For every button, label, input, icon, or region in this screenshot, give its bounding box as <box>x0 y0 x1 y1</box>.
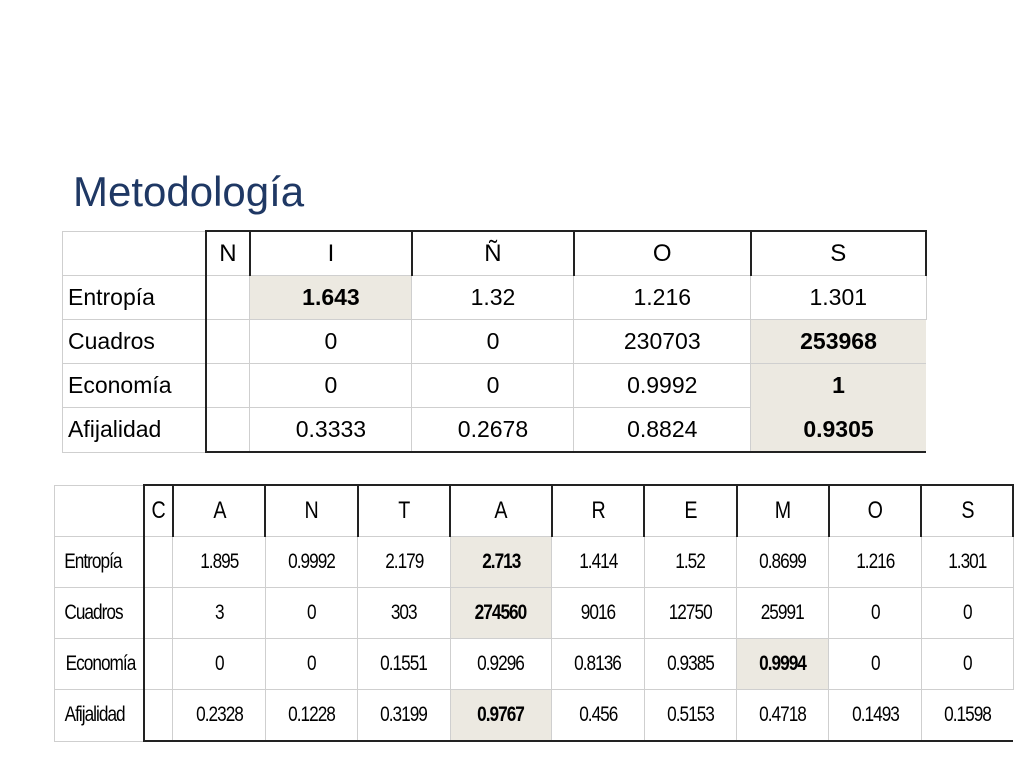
cell-text: 0 <box>214 652 224 675</box>
row-label-text: Cuadros <box>64 601 123 624</box>
cell-text: 274560 <box>475 601 527 624</box>
column-header-text: A <box>212 497 226 524</box>
table-row <box>63 276 927 320</box>
table-cell <box>358 588 450 639</box>
table-cell: 1.216 <box>574 276 751 320</box>
table-cell <box>737 588 829 639</box>
table-cell <box>265 690 357 742</box>
column-header-text: N <box>304 497 319 524</box>
table-row <box>55 690 1014 742</box>
column-header-text: A <box>494 497 507 524</box>
column-header-text: S <box>961 497 974 524</box>
cell-text: 0.9296 <box>477 652 525 675</box>
cell-text: 1.216 <box>855 550 895 573</box>
table-header-row <box>55 485 1014 537</box>
table-row <box>63 320 927 364</box>
table-cell: 1.301 <box>751 276 926 320</box>
column-header <box>358 485 450 537</box>
cell-text: 0.4718 <box>759 703 807 726</box>
cell-text: 1.414 <box>578 550 617 573</box>
cell-text: 0.9992 <box>288 550 335 573</box>
metrics-table-2 <box>54 484 1014 742</box>
column-header <box>450 485 552 537</box>
highlighted-cell <box>450 537 552 588</box>
table-cell <box>921 690 1013 742</box>
highlighted-cell: 1 <box>751 364 926 408</box>
table-cell <box>737 690 829 742</box>
cell-text: 0.5153 <box>666 703 714 726</box>
cell-text: 9016 <box>580 601 616 624</box>
row-label <box>55 639 144 690</box>
table-cell <box>173 639 265 690</box>
row-label: Cuadros <box>63 320 207 364</box>
highlighted-cell: 253968 <box>751 320 926 364</box>
table-row <box>55 537 1014 588</box>
table-cell <box>358 537 450 588</box>
table-cell <box>829 537 921 588</box>
table-cell <box>358 639 450 690</box>
row-label: Entropía <box>63 276 207 320</box>
table-cell <box>358 690 450 742</box>
cell-text: 0 <box>962 652 972 675</box>
highlighted-cell: 1.643 <box>250 276 412 320</box>
table-cell <box>552 690 644 742</box>
row-label: Afijalidad <box>63 408 207 453</box>
table-cell <box>173 588 265 639</box>
cell-text: 1.52 <box>675 550 706 573</box>
column-header-text: T <box>398 497 410 524</box>
column-header-text: C <box>151 497 166 524</box>
table-cell <box>265 639 357 690</box>
table-cell <box>173 537 265 588</box>
column-header-text: R <box>591 497 605 524</box>
cell-text: 0.8699 <box>759 550 807 573</box>
cell-text: 0 <box>870 601 880 624</box>
table-cell <box>552 537 644 588</box>
table-cell <box>921 639 1013 690</box>
table-cell <box>144 537 173 588</box>
row-label: Economía <box>63 364 207 408</box>
table-cell: 0.2678 <box>412 408 574 453</box>
cell-text: 303 <box>390 601 417 624</box>
cell-text: 0.1228 <box>288 703 335 726</box>
column-header: S <box>751 231 926 276</box>
table-cell <box>144 639 173 690</box>
table-cell <box>552 639 644 690</box>
table-cell <box>173 690 265 742</box>
table-cell <box>921 588 1013 639</box>
cell-text: 3 <box>214 601 224 624</box>
cell-text: 0.9767 <box>477 703 525 726</box>
cell-text: 1.895 <box>199 550 239 573</box>
table-row <box>55 588 1014 639</box>
row-label <box>55 690 144 742</box>
table-cell <box>144 690 173 742</box>
column-header <box>173 485 265 537</box>
cell-text: 0.1493 <box>851 703 899 726</box>
column-header <box>829 485 921 537</box>
column-header: Ñ <box>412 231 574 276</box>
row-label <box>55 588 144 639</box>
table-row <box>63 364 927 408</box>
table-cell <box>829 690 921 742</box>
cell-text: 0.9385 <box>666 652 714 675</box>
column-header-text: O <box>867 497 883 524</box>
column-header <box>737 485 829 537</box>
table-cell: 0 <box>412 320 574 364</box>
column-header: I <box>250 231 412 276</box>
highlighted-cell <box>450 588 552 639</box>
table-cell <box>144 588 173 639</box>
table-row <box>63 408 927 453</box>
table-cell: 0.3333 <box>250 408 412 453</box>
slide-title: Metodología <box>73 168 305 215</box>
table-cell <box>265 537 357 588</box>
table-cell: 0 <box>250 364 412 408</box>
table-cell <box>829 639 921 690</box>
cell-text: 0.3199 <box>380 703 428 726</box>
table-cell: 0.9992 <box>574 364 751 408</box>
table-cell <box>206 364 250 408</box>
metrics-table-1 <box>62 230 927 453</box>
row-label-text: Afijalidad <box>64 703 125 727</box>
row-label <box>55 537 144 588</box>
table-cell <box>644 588 736 639</box>
table-cell <box>644 690 736 742</box>
cell-text: 2.713 <box>481 550 520 573</box>
highlighted-cell: 0.9305 <box>751 408 926 453</box>
empty-header-cell <box>55 485 144 537</box>
table-cell: 0 <box>412 364 574 408</box>
table-cell <box>644 537 736 588</box>
table-cell <box>265 588 357 639</box>
table-cell <box>206 320 250 364</box>
cell-text: 0.2328 <box>195 703 243 726</box>
cell-text: 0.1598 <box>944 703 991 726</box>
cell-text: 0.8136 <box>574 652 622 675</box>
table-cell <box>737 537 829 588</box>
column-header <box>552 485 644 537</box>
table-cell <box>206 276 250 320</box>
table-header-row <box>63 231 927 276</box>
column-header <box>644 485 736 537</box>
cell-text: 0 <box>870 652 880 675</box>
table-cell: 0 <box>250 320 412 364</box>
column-header <box>144 485 173 537</box>
column-header: N <box>206 231 250 276</box>
cell-text: 0.456 <box>578 703 617 726</box>
table-cell: 230703 <box>574 320 751 364</box>
column-header-text: E <box>684 497 697 524</box>
highlighted-cell <box>737 639 829 690</box>
highlighted-cell <box>450 690 552 742</box>
cell-text: 0 <box>962 601 972 624</box>
cell-text: 2.179 <box>384 550 423 573</box>
cell-text: 0.9994 <box>759 652 807 675</box>
column-header <box>921 485 1013 537</box>
empty-header-cell <box>63 231 207 276</box>
cell-text: 12750 <box>668 601 712 624</box>
column-header <box>265 485 357 537</box>
cell-text: 0 <box>307 601 316 624</box>
table-cell <box>206 408 250 453</box>
table-cell <box>552 588 644 639</box>
cell-text: 25991 <box>761 601 805 624</box>
table-cell <box>450 639 552 690</box>
column-header-text: M <box>774 497 791 524</box>
table-row <box>55 639 1014 690</box>
cell-text: 0.1551 <box>380 652 428 675</box>
row-label-text: Economía <box>65 652 136 675</box>
table-cell <box>921 537 1013 588</box>
row-label-text: Entropía <box>64 550 122 573</box>
table-cell: 0.8824 <box>574 408 751 453</box>
table-cell <box>644 639 736 690</box>
column-header: O <box>574 231 751 276</box>
cell-text: 0 <box>307 652 316 675</box>
table-cell <box>829 588 921 639</box>
table-cell: 1.32 <box>412 276 574 320</box>
cell-text: 1.301 <box>948 550 987 573</box>
